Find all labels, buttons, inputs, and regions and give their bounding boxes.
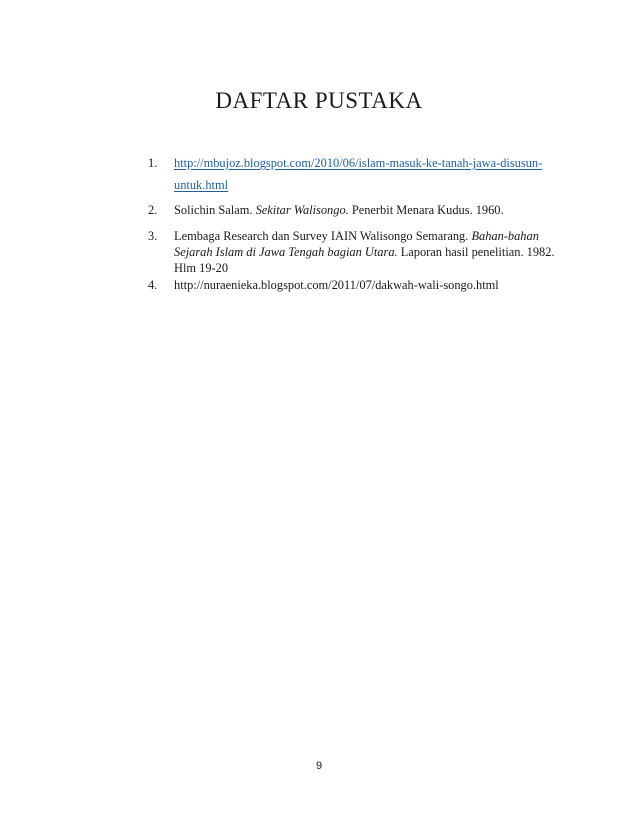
reference-item-4	[148, 277, 558, 293]
reference-number: 1.	[148, 156, 158, 170]
reference-item-1	[148, 152, 558, 196]
reference-title: Bahan-bahan Sejarah Islam di Jawa Tengah bagian Utara.	[174, 229, 539, 259]
reference-author: Solichin Salam.	[174, 203, 256, 217]
reference-number: 3.	[148, 229, 158, 243]
page-title: DAFTAR PUSTAKA	[215, 88, 423, 113]
reference-link-1[interactable]: http://mbujoz.blogspot.com/2010/06/islam-masuk-ke-tanah-jawa-disusun- untuk.html	[174, 156, 543, 192]
reference-title: Sekitar Walisongo.	[255, 203, 349, 217]
reference-publisher: Penerbit Menara Kudus. 1960.	[348, 203, 504, 217]
reference-item-3	[148, 228, 558, 276]
reference-item-2	[148, 202, 558, 218]
reference-number: 2.	[148, 203, 158, 217]
reference-link-4[interactable]: http://nuraenieka.blogspot.com/2011/07/dakwah-wali-songo.html	[174, 278, 499, 292]
reference-number: 4.	[148, 278, 158, 292]
reference-list	[148, 152, 558, 293]
page-number: 9	[315, 760, 323, 772]
reference-publisher: Laporan hasil penelitian. 1982. Hlm 19-20	[174, 245, 555, 275]
reference-author: Lembaga Research dan Survey IAIN Walisongo Semarang.	[174, 229, 472, 243]
